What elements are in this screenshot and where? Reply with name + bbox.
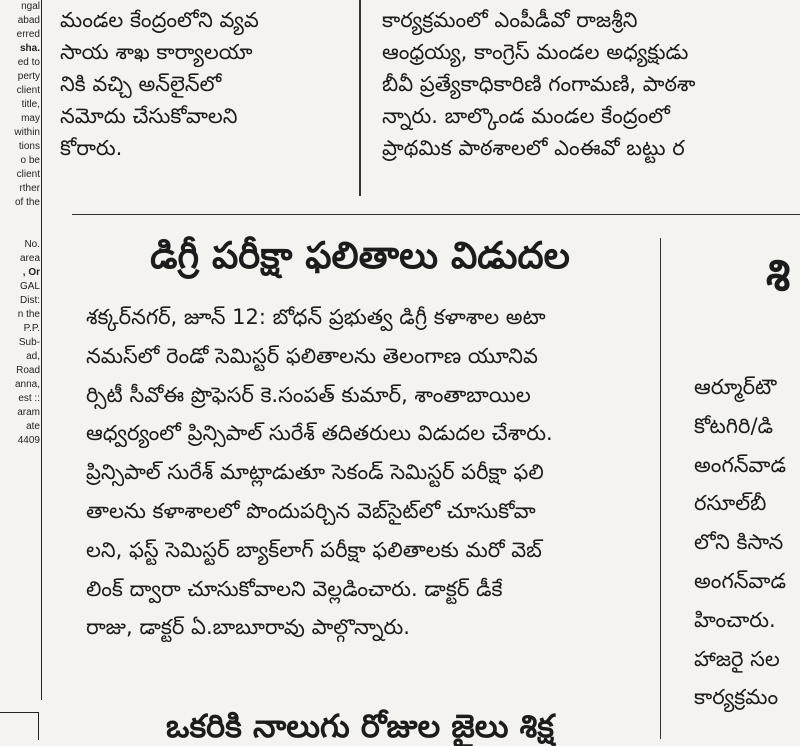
- text-line: కార్యక్రమంలో ఎంపీడీవో రాజశ్రీని: [382, 8, 638, 32]
- legal-line: tions: [18, 141, 40, 152]
- text-line: నమోదు చేసుకోవాలని: [60, 104, 238, 128]
- legal-line: erred: [16, 29, 40, 40]
- ad-box-border: [0, 712, 39, 740]
- legal-line: GAL: [19, 281, 40, 292]
- legal-line: [0, 210, 40, 224]
- article-line: రాజు, డాక్టర్ ఏ.బాబూరావు పాల్గొన్నారు.: [86, 615, 410, 640]
- right-article-headline: శి: [766, 250, 791, 301]
- legal-line: area: [19, 253, 40, 264]
- article-headline: డిగ్రీ పరీక్షా ఫలితాలు విడుదల: [150, 234, 570, 277]
- article-line: అంగన్‌వాడ: [694, 568, 786, 593]
- legal-line: may: [21, 113, 40, 124]
- legal-line: ed to: [17, 57, 40, 68]
- article-line: అంగన్‌వాడ: [694, 452, 786, 477]
- legal-line: anna,: [14, 379, 40, 390]
- article-line: రసూల్‌బీ: [694, 491, 767, 516]
- legal-line: within: [14, 127, 40, 138]
- legal-line: client: [16, 169, 40, 180]
- column-divider: [41, 0, 42, 700]
- article-line: కార్యక్రమం: [694, 685, 779, 710]
- text-line: సాయ శాఖ కార్యాలయా: [60, 40, 253, 64]
- text-line: నికి వచ్చి అన్‌లైన్‌లో: [60, 72, 222, 96]
- legal-line: title,: [21, 99, 40, 110]
- text-line: న్నారు. బాల్కొండ మండల కేంద్రంలో: [382, 104, 670, 128]
- legal-line: sha.: [19, 43, 40, 54]
- legal-line: abad: [17, 15, 40, 26]
- legal-line: ad,: [26, 351, 40, 362]
- article-line: తాలను కళాశాలలో పొందుపర్చిన వెబ్‌సైట్‌లో చూసుకోవా: [86, 498, 536, 523]
- article-line: ర్సిటీ సీవోఈ ప్రొఫెసర్ కె.సంపత్ కుమార్, శాంతాబాయిల: [86, 382, 531, 407]
- article-line: కోటగిరి/డి: [694, 413, 774, 438]
- legal-line: n the: [17, 309, 40, 320]
- legal-line: No.: [24, 239, 40, 250]
- legal-line: P.P.: [23, 323, 40, 334]
- text-line: ప్రాథమిక పాఠశాలలో ఎంఈవో బట్టు ర: [382, 136, 685, 160]
- legal-line: Sub-: [18, 337, 40, 348]
- article-line: నమస్‌లో రెండో సెమిస్టర్ ఫలితాలను తెలంగాణ యూనివ: [86, 343, 538, 368]
- legal-line: ate: [26, 421, 40, 432]
- article-line: హాజరై సల: [694, 646, 780, 671]
- legal-line: [0, 224, 40, 238]
- column-divider: [660, 238, 661, 739]
- top-left-column: [60, 4, 335, 164]
- legal-line: ngal: [21, 1, 40, 12]
- article-line: ఆధ్వర్యంలో ప్రిన్సిపాల్ సురేశ్ తదితరులు విడుదల చేశారు.: [86, 421, 553, 446]
- section-divider: [72, 214, 800, 215]
- legal-line: , Or: [22, 267, 40, 278]
- article-line: హించారు.: [694, 607, 776, 632]
- article-line: లింక్ ద్వారా చూసుకోవాలని వెల్లడించారు. డాక్టర్ డీకే: [86, 576, 503, 601]
- article-line: ఆర్మూర్‌టౌ: [694, 375, 777, 399]
- text-line: కోరారు.: [60, 136, 123, 160]
- top-right-column: [382, 4, 800, 164]
- legal-line: client: [16, 85, 40, 96]
- legal-notice-column: [0, 0, 40, 700]
- legal-line: Dist:: [20, 295, 40, 306]
- legal-line: Road: [16, 365, 40, 376]
- article-line: శక్కర్‌నగర్, జూన్ 12: బోధన్ ప్రభుత్వ డిగ్రీ కళాశాల అటా: [86, 305, 546, 329]
- legal-line: aram: [17, 407, 40, 418]
- article-line: లని, ఫస్ట్ సెమిస్టర్ బ్యాక్‌లాగ్ పరీక్షా ఫలితాలకు మరో వెబ్: [86, 537, 542, 562]
- article-line: లోని కిసాన: [694, 530, 784, 555]
- article-line: ప్రిన్సిపాల్ సురేశ్ మాట్లాడుతూ సెకండ్ సెమిస్టర్ పరీక్షా ఫలి: [86, 460, 544, 485]
- legal-line: rther: [19, 183, 40, 194]
- legal-line: o be: [20, 155, 40, 166]
- text-line: బీవీ ప్రత్యేకాధికారిణి గంగామణి, పాఠశా: [382, 72, 696, 96]
- column-divider: [359, 0, 361, 196]
- legal-line: 4409: [17, 435, 40, 446]
- article-body: [86, 298, 646, 647]
- legal-line: est ::: [18, 393, 40, 404]
- text-line: ఆంధ్రయ్య, కాంగ్రెస్ మండల అధ్యక్షుడు: [382, 40, 689, 64]
- next-article-headline: ఒకరికి నాలుగు రోజుల జైలు శిక్ష: [166, 707, 554, 745]
- text-line: మండల కేంద్రంలోని వ్యవ: [60, 8, 259, 32]
- legal-line: of the: [14, 197, 40, 208]
- legal-line: perty: [17, 71, 40, 82]
- right-article-body: [694, 368, 800, 717]
